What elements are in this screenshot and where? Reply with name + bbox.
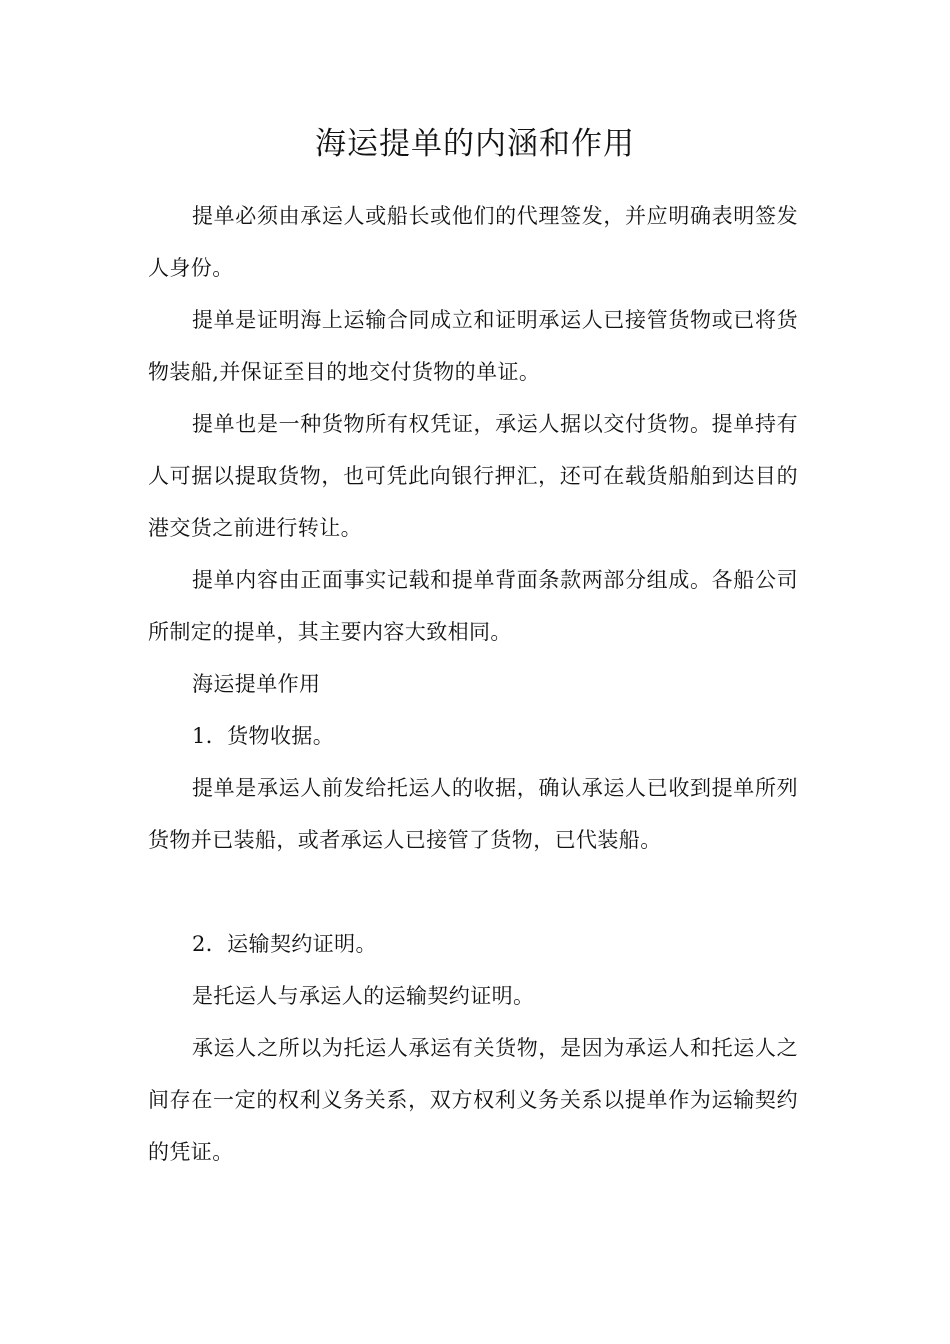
section-heading-functions: 海运提单作用	[192, 672, 321, 696]
list-item-cargo-receipt: 1．货物收据。	[192, 724, 335, 748]
paragraph-receipt-detail: 提单是承运人前发给托运人的收据，确认承运人已收到提单所列货物并已装船，或者承运人已接管了货物，已代装船。	[148, 776, 798, 852]
document-title: 海运提单的内涵和作用	[315, 126, 635, 162]
paragraph-ownership: 提单也是一种货物所有权凭证，承运人据以交付货物。提单持有人可据以提取货物，也可凭此向银行押汇，还可在载货船舶到达目的港交货之前进行转让。	[148, 412, 798, 540]
paragraph-contract-proof: 提单是证明海上运输合同成立和证明承运人已接管货物或已将货物装船,并保证至目的地交付货物的单证。	[148, 308, 798, 384]
list-item-contract-proof: 2．运输契约证明。	[192, 932, 377, 956]
paragraph-contract-short: 是托运人与承运人的运输契约证明。	[192, 984, 535, 1008]
paragraph-content: 提单内容由正面事实记载和提单背面条款两部分组成。各船公司所制定的提单，其主要内容大致相同。	[148, 568, 798, 644]
paragraph-issuer: 提单必须由承运人或船长或他们的代理签发，并应明确表明签发人身份。	[148, 204, 798, 280]
document-body	[148, 190, 798, 1178]
blank-line	[148, 866, 798, 918]
paragraph-rights-obligations: 承运人之所以为托运人承运有关货物，是因为承运人和托运人之间存在一定的权利义务关系，双方权利义务关系以提单作为运输契约的凭证。	[148, 1036, 798, 1164]
